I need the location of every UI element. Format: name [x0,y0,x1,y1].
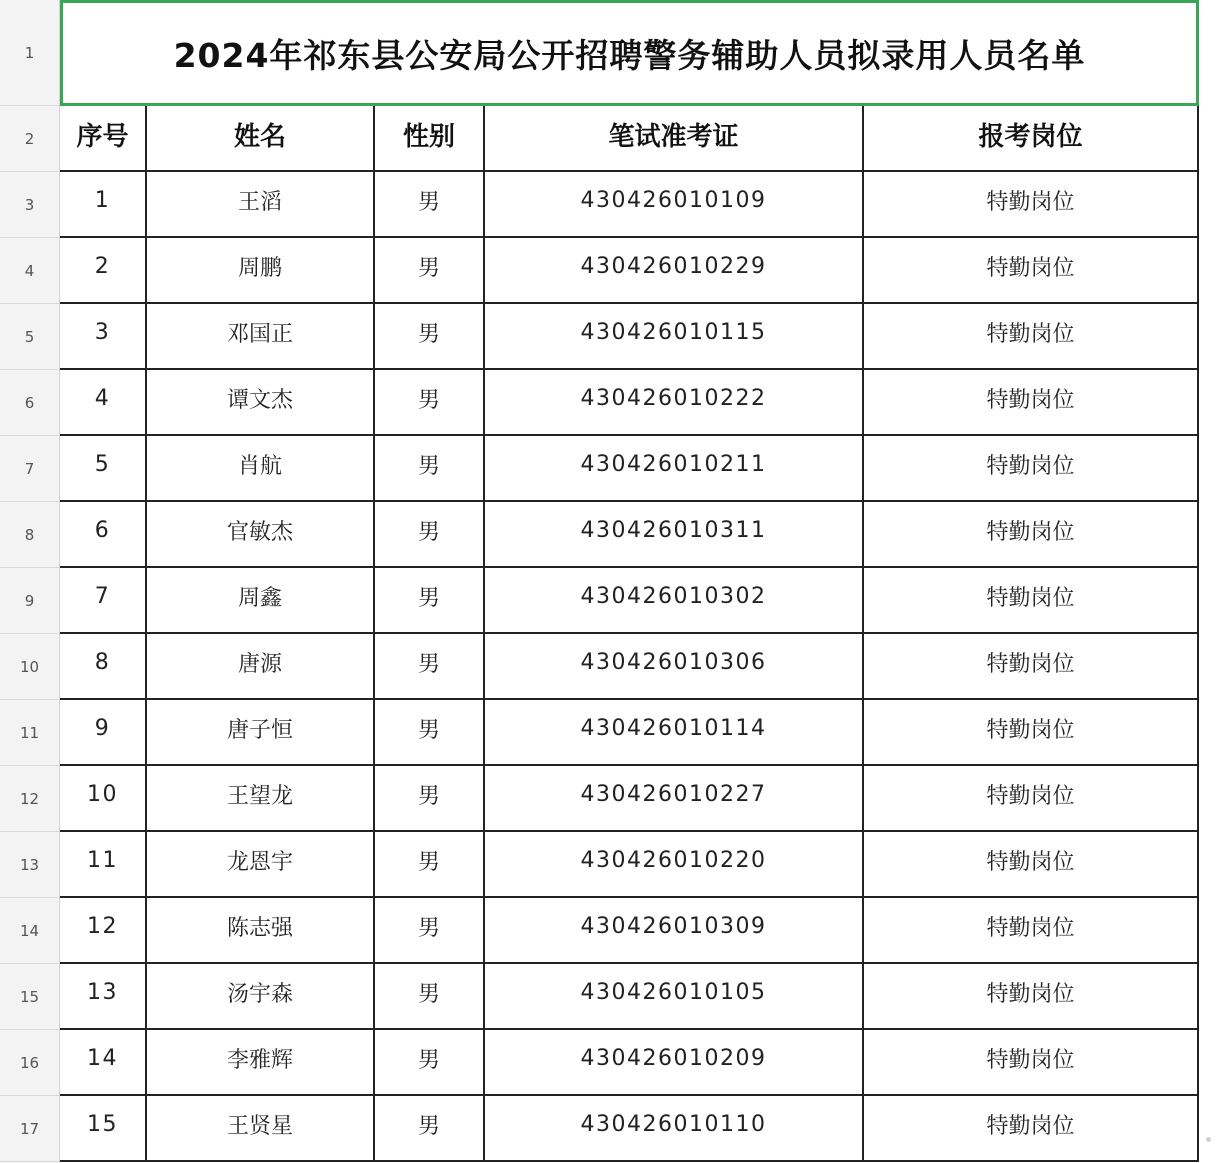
dot-icon [1206,1137,1211,1142]
cell-ticket[interactable] [485,370,864,436]
cell-value: 特勤岗位 [986,387,1075,413]
cell-value: 男 [417,783,440,809]
cell-value: 男 [417,651,440,677]
title-cell[interactable] [60,0,1199,106]
cell-seq[interactable] [60,172,147,238]
table-row [60,634,1199,700]
cell-value: 1 [94,187,111,213]
row-number[interactable]: 4 [0,238,59,304]
cell-value: 唐源 [237,651,282,677]
cell-value: 430426010114 [580,715,767,741]
cell-value: 特勤岗位 [986,1047,1075,1073]
cell-value: 6 [94,517,111,543]
cell-name[interactable] [147,700,375,766]
cell-value: 5 [94,451,111,477]
cell-value: 官敏杰 [226,519,293,545]
cell-ticket[interactable] [485,304,864,370]
cell-name[interactable] [147,172,375,238]
header-cell-post[interactable] [864,106,1199,172]
cell-gender[interactable] [375,1096,485,1162]
row-number[interactable]: 1 [0,0,59,106]
cell-ticket[interactable] [485,1096,864,1162]
page-title: 2024年祁东县公安局公开招聘警务辅助人员拟录用人员名单 [173,35,1086,75]
cell-value: 男 [417,1047,440,1073]
cell-gender[interactable] [375,370,485,436]
cell-name[interactable] [147,832,375,898]
header-label: 报考岗位 [978,121,1083,152]
table-row [60,304,1199,370]
cell-value: 王望龙 [226,783,293,809]
cell-seq[interactable] [60,700,147,766]
cell-value: 李雅辉 [226,1047,293,1073]
cell-name[interactable] [147,502,375,568]
cell-seq[interactable] [60,502,147,568]
cell-seq[interactable] [60,634,147,700]
empty-column-area [1199,0,1224,1163]
cell-post[interactable] [864,370,1199,436]
cell-post[interactable] [864,766,1199,832]
cell-value: 特勤岗位 [986,651,1075,677]
cell-value: 男 [417,915,440,941]
row-number[interactable]: 11 [0,700,59,766]
cell-value: 男 [417,189,440,215]
cell-gender[interactable] [375,898,485,964]
cell-value: 特勤岗位 [986,717,1075,743]
cell-ticket[interactable] [485,700,864,766]
cell-value: 430426010229 [580,253,767,279]
cell-seq[interactable] [60,568,147,634]
table-row [60,898,1199,964]
cell-value: 男 [417,1113,440,1139]
cell-value: 谭文杰 [226,387,293,413]
cell-post[interactable] [864,436,1199,502]
cell-value: 特勤岗位 [986,585,1075,611]
table-row [60,370,1199,436]
cell-gender[interactable] [375,502,485,568]
cell-ticket[interactable] [485,436,864,502]
table-row [60,832,1199,898]
cell-name[interactable] [147,634,375,700]
cell-value: 汤宇森 [226,981,293,1007]
cell-gender[interactable] [375,964,485,1030]
row-number[interactable]: 5 [0,304,59,370]
table-row [60,1030,1199,1096]
cell-post[interactable] [864,502,1199,568]
cell-value: 430426010227 [580,781,767,807]
cell-value: 王贤星 [226,1113,293,1139]
cell-name[interactable] [147,304,375,370]
cell-value: 430426010222 [580,385,767,411]
cell-value: 特勤岗位 [986,981,1075,1007]
cell-value: 430426010309 [580,913,767,939]
table-row [60,436,1199,502]
cell-value: 特勤岗位 [986,519,1075,545]
table-row [60,502,1199,568]
cell-value: 男 [417,981,440,1007]
cell-value: 15 [87,1111,118,1137]
header-cell-name[interactable] [147,106,375,172]
cell-value: 特勤岗位 [986,783,1075,809]
cell-seq[interactable] [60,436,147,502]
cell-post[interactable] [864,1096,1199,1162]
cell-post[interactable] [864,304,1199,370]
cell-value: 特勤岗位 [986,255,1075,281]
cell-value: 特勤岗位 [986,849,1075,875]
cell-value: 男 [417,849,440,875]
cell-seq[interactable] [60,964,147,1030]
cell-seq[interactable] [60,766,147,832]
cell-ticket[interactable] [485,832,864,898]
cell-ticket[interactable] [485,634,864,700]
cell-value: 龙恩宇 [226,849,293,875]
cell-value: 13 [87,979,118,1005]
cell-value: 唐子恒 [226,717,293,743]
cell-gender[interactable] [375,238,485,304]
cell-name[interactable] [147,568,375,634]
cell-value: 430426010115 [580,319,767,345]
cell-value: 430426010109 [580,187,767,213]
cell-value: 特勤岗位 [986,915,1075,941]
cell-value: 11 [87,847,118,873]
cell-post[interactable] [864,172,1199,238]
row-number[interactable]: 15 [0,964,59,1030]
cell-value: 430426010311 [580,517,767,543]
cell-value: 430426010209 [580,1045,767,1071]
cell-seq[interactable] [60,304,147,370]
row-number[interactable]: 13 [0,832,59,898]
cell-post[interactable] [864,898,1199,964]
cell-value: 肖航 [237,453,282,479]
row-number[interactable]: 14 [0,898,59,964]
row-header-gutter [0,0,60,1163]
table-row [60,700,1199,766]
cell-seq[interactable] [60,370,147,436]
cell-value: 男 [417,321,440,347]
cell-value: 男 [417,717,440,743]
cell-value: 周鹏 [237,255,282,281]
cell-seq[interactable] [60,1096,147,1162]
cell-seq[interactable] [60,1030,147,1096]
cell-value: 特勤岗位 [986,1113,1075,1139]
header-label: 性别 [402,121,455,152]
cell-ticket[interactable] [485,502,864,568]
row-number[interactable]: 9 [0,568,59,634]
cell-value: 男 [417,453,440,479]
cell-value: 9 [94,715,111,741]
cell-ticket[interactable] [485,1030,864,1096]
row-number[interactable]: 16 [0,1030,59,1096]
table-row [60,964,1199,1030]
header-label: 姓名 [233,121,286,152]
row-number[interactable]: 10 [0,634,59,700]
row-number[interactable]: 17 [0,1096,59,1162]
cell-name[interactable] [147,238,375,304]
cell-name[interactable] [147,766,375,832]
cell-gender[interactable] [375,568,485,634]
cell-post[interactable] [864,700,1199,766]
header-cell-ticket[interactable] [485,106,864,172]
cell-gender[interactable] [375,436,485,502]
row-number[interactable]: 2 [0,106,59,172]
cell-ticket[interactable] [485,766,864,832]
table-header-row [60,106,1199,172]
cell-gender[interactable] [375,172,485,238]
cell-ticket[interactable] [485,568,864,634]
cell-gender[interactable] [375,634,485,700]
cell-post[interactable] [864,964,1199,1030]
cell-value: 男 [417,585,440,611]
header-label: 笔试准考证 [608,121,739,152]
cell-value: 特勤岗位 [986,321,1075,347]
row-number[interactable]: 8 [0,502,59,568]
cell-gender[interactable] [375,304,485,370]
cell-value: 周鑫 [237,585,282,611]
cell-post[interactable] [864,238,1199,304]
cell-value: 特勤岗位 [986,453,1075,479]
cell-value: 特勤岗位 [986,189,1075,215]
cell-ticket[interactable] [485,898,864,964]
row-number[interactable]: 3 [0,172,59,238]
cell-value: 10 [87,781,118,807]
cell-seq[interactable] [60,238,147,304]
cell-value: 430426010302 [580,583,767,609]
cell-value: 3 [94,319,111,345]
cell-gender[interactable] [375,766,485,832]
table-row [60,766,1199,832]
cell-value: 陈志强 [226,915,293,941]
cell-value: 430426010306 [580,649,767,675]
cell-seq[interactable] [60,898,147,964]
cell-value: 430426010220 [580,847,767,873]
header-cell-gender[interactable] [375,106,485,172]
table-row [60,568,1199,634]
cell-name[interactable] [147,436,375,502]
cell-value: 邓国正 [226,321,293,347]
cell-value: 男 [417,255,440,281]
cell-gender[interactable] [375,700,485,766]
cell-gender[interactable] [375,832,485,898]
cell-value: 2 [94,253,111,279]
cell-name[interactable] [147,1096,375,1162]
cell-value: 7 [94,583,111,609]
header-cell-seq[interactable] [60,106,147,172]
cell-value: 男 [417,519,440,545]
row-number[interactable]: 12 [0,766,59,832]
cell-post[interactable] [864,568,1199,634]
cell-value: 王滔 [237,189,282,215]
table-row [60,238,1199,304]
cell-value: 430426010110 [580,1111,767,1137]
table-row [60,172,1199,238]
cell-ticket[interactable] [485,172,864,238]
cell-value: 430426010211 [580,451,767,477]
cell-name[interactable] [147,1030,375,1096]
cell-ticket[interactable] [485,238,864,304]
cell-value: 4 [94,385,111,411]
cell-value: 男 [417,387,440,413]
cell-name[interactable] [147,898,375,964]
cell-seq[interactable] [60,832,147,898]
cell-value: 12 [87,913,118,939]
row-number[interactable]: 6 [0,370,59,436]
row-number[interactable]: 7 [0,436,59,502]
cell-value: 14 [87,1045,118,1071]
table-row [60,1096,1199,1162]
cell-post[interactable] [864,1030,1199,1096]
cell-name[interactable] [147,370,375,436]
cell-value: 8 [94,649,111,675]
cell-post[interactable] [864,634,1199,700]
header-label: 序号 [76,121,129,152]
cell-post[interactable] [864,832,1199,898]
cell-name[interactable] [147,964,375,1030]
cell-ticket[interactable] [485,964,864,1030]
cell-gender[interactable] [375,1030,485,1096]
cell-value: 430426010105 [580,979,767,1005]
